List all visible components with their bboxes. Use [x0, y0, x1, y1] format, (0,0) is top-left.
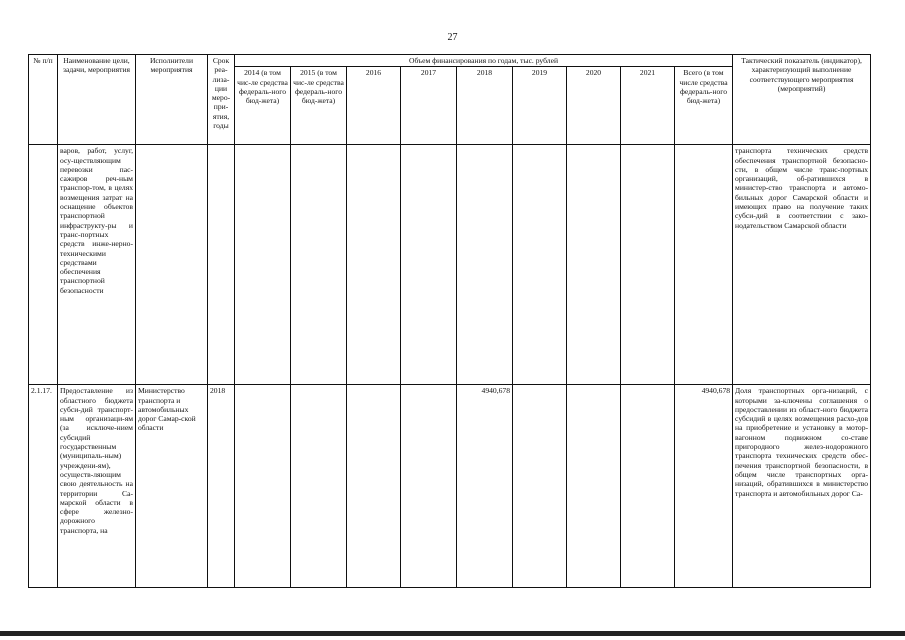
col-term-header: Срок реа-лиза-ции меро-при-ятия, годы	[208, 55, 235, 145]
row-value: 4940,678	[457, 385, 513, 588]
table-row	[29, 145, 871, 385]
col-name-header: Наименование цели, задачи, мероприятия	[58, 55, 136, 145]
row-value	[291, 145, 347, 385]
row-number: 2.1.17.	[29, 385, 58, 588]
row-value	[235, 145, 291, 385]
col-num-header: № п/п	[29, 55, 58, 145]
row-value	[513, 385, 567, 588]
table-row	[29, 385, 871, 588]
year-header: 2019	[513, 67, 567, 145]
financing-table	[28, 54, 871, 588]
year-header: 2018	[457, 67, 513, 145]
row-executor: Министерство транспорта и автомобильных дорог Самар-ской области	[136, 385, 208, 588]
year-header: 2014 (в том чис-ле средства федераль-ного бюд-жета)	[235, 67, 291, 145]
year-header: 2021	[621, 67, 675, 145]
row-value	[567, 385, 621, 588]
year-header: 2016	[347, 67, 401, 145]
scan-bottom-edge	[0, 631, 905, 636]
row-value	[347, 385, 401, 588]
total-header: Всего (в том числе средства федераль-ного бюд-жета)	[675, 67, 733, 145]
row-total	[675, 145, 733, 385]
year-header: 2020	[567, 67, 621, 145]
row-total: 4940,678	[675, 385, 733, 588]
row-name: варов, работ, услуг, осу-ществляющим перевозки пас-сажиров реч-ным транспор-том, в целях возмещения затрат на оснащение объектов транспортной инфраструкту-ры и транс-портных средств инже-нерно-техническими средствами обеспечения транспортной безопасности	[58, 145, 136, 385]
col-indicator-header: Тактический показатель (индикатор), характеризующий выполнение соответствующего мероприятия (мероприятий)	[733, 55, 871, 145]
row-number	[29, 145, 58, 385]
row-value	[621, 385, 675, 588]
row-term: 2018	[208, 385, 235, 588]
row-value	[513, 145, 567, 385]
row-value	[235, 385, 291, 588]
row-value	[401, 385, 457, 588]
row-value	[291, 385, 347, 588]
table-header	[29, 55, 871, 145]
row-value	[457, 145, 513, 385]
row-executor	[136, 145, 208, 385]
year-header: 2015 (в том чис-ле средства федераль-ного бюд-жета)	[291, 67, 347, 145]
page-number: 27	[447, 32, 458, 43]
row-value	[567, 145, 621, 385]
col-executor-header: Исполнители мероприятия	[136, 55, 208, 145]
row-value	[347, 145, 401, 385]
row-name: Предоставление из областного бюджета субси-дий транспорт-ным организаци-ям (за исключе-нием субсидий государственным (муниципаль-ным) учреждени-ям), осуществ-ляющим свою деятельность на территории Са-марской области в сфере железно-дорожного транспорта, на	[58, 385, 136, 588]
col-funding-header: Объем финансирования по годам, тыс. рублей	[235, 55, 733, 67]
year-header: 2017	[401, 67, 457, 145]
row-value	[401, 145, 457, 385]
row-value	[621, 145, 675, 385]
row-term	[208, 145, 235, 385]
row-indicator: транспорта технических средств обеспечения транспортной безопасно-сти, в общем числе транс-портных организаций, об-ратившихся в министер-ство транспорта и автомо-бильных дорог Самарской области и имеющих право на получение таких субси-дий в соответствии с зако-нодательством Самарской области	[733, 145, 871, 385]
row-indicator: Доля транспортных орга-низаций, с которыми за-ключены соглашения о предоставлении из област-ного бюджета субсидий в целях возмещения расхо-дов на приобретение и установку в мотор-вагонном подвижном со-ставе пригородного желез-нодорожного транспорта технических средств обес-печения транспортной безопасности, в общем числе транспортных орга-низаций, обратившихся в министерство транспорта и автомобильных дорог Са-	[733, 385, 871, 588]
